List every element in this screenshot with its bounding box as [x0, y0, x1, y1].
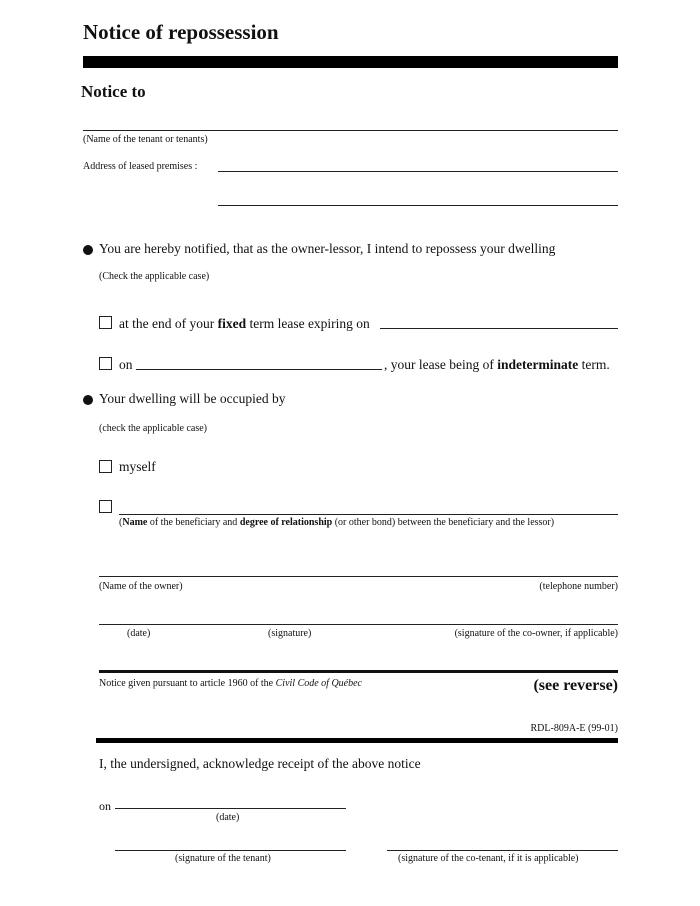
check-hint-2: (check the applicable case) [99, 423, 207, 434]
receipt-statement: I, the undersigned, acknowledge receipt of the above notice [99, 756, 421, 771]
beneficiary-field[interactable] [119, 514, 618, 515]
tenant-sig-caption: (signature of the tenant) [175, 853, 271, 864]
telephone-caption: (telephone number) [539, 581, 618, 592]
indeterminate-date-field[interactable] [136, 369, 382, 370]
divider-thick [96, 738, 618, 743]
occupied-statement: Your dwelling will be occupied by [99, 391, 286, 406]
myself-checkbox[interactable] [99, 460, 112, 473]
indeterminate-label: , your lease being of indeterminate term. [384, 357, 610, 372]
fixed-term-label: at the end of your fixed term lease expiring on [119, 316, 370, 331]
address-field-2[interactable] [218, 205, 618, 206]
receipt-date-caption: (date) [216, 812, 240, 823]
address-label: Address of leased premises : [83, 161, 198, 172]
header-bar [83, 56, 618, 68]
check-hint: (Check the applicable case) [99, 271, 210, 282]
myself-label: myself [119, 459, 156, 474]
legal-note: Notice given pursuant to article 1960 of the Civil Code of Québec [99, 678, 362, 689]
signature-field[interactable] [99, 624, 618, 625]
repossess-statement: You are hereby notified, that as the owner-lessor, I intend to repossess your dwelling [99, 241, 556, 256]
form-code: RDL-809A-E (99-01) [530, 723, 618, 734]
date-caption: (date) [127, 628, 151, 639]
cotenant-signature-field[interactable] [387, 850, 618, 851]
notice-to-heading: Notice to [81, 82, 146, 101]
beneficiary-caption: (Name of the beneficiary and degree of relationship (or other bond) between the beneficiary and the lessor) [119, 517, 555, 528]
coowner-caption: (signature of the co-owner, if applicable) [454, 628, 618, 639]
fixed-term-checkbox[interactable] [99, 316, 112, 329]
bullet-icon [83, 245, 93, 255]
tenant-signature-field[interactable] [115, 850, 346, 851]
receipt-on-label: on [99, 799, 111, 813]
page-title: Notice of repossession [83, 20, 279, 44]
expiry-date-field[interactable] [380, 328, 618, 329]
beneficiary-checkbox[interactable] [99, 500, 112, 513]
owner-field[interactable] [99, 576, 618, 577]
tenant-name-field[interactable] [83, 130, 618, 131]
indeterminate-checkbox[interactable] [99, 357, 112, 370]
signature-caption: (signature) [268, 628, 312, 639]
owner-caption: (Name of the owner) [99, 581, 183, 592]
bullet-icon [83, 395, 93, 405]
tenant-caption: (Name of the tenant or tenants) [83, 134, 208, 145]
see-reverse: (see reverse) [533, 677, 618, 694]
divider [99, 670, 618, 673]
receipt-date-field[interactable] [115, 808, 346, 809]
cotenant-sig-caption: (signature of the co-tenant, if it is applicable) [398, 853, 579, 864]
address-field-1[interactable] [218, 171, 618, 172]
on-label: on [119, 357, 133, 372]
